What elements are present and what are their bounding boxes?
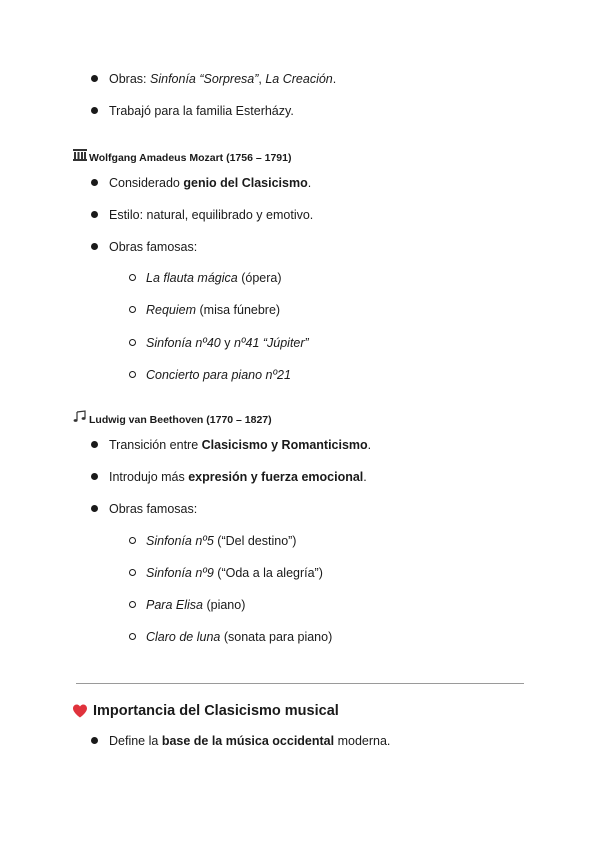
list-item-considerado — [109, 175, 311, 191]
text: . — [367, 438, 372, 452]
work-note: (misa fúnebre) — [196, 303, 281, 317]
work-title: Claro de luna — [146, 630, 221, 644]
column-icon — [73, 149, 87, 166]
work-note: (“Oda a la alegría”) — [213, 566, 323, 580]
list-item-estilo: Estilo: natural, equilibrado y emotivo. — [109, 208, 314, 222]
work-item — [146, 629, 332, 645]
sub-bullet — [129, 371, 136, 378]
emphasis: genio del Clasicismo — [183, 176, 308, 190]
list-item-transicion — [109, 437, 371, 453]
work-item — [146, 597, 245, 613]
work-item — [146, 533, 296, 549]
importancia-heading — [72, 703, 339, 719]
work-note: (“Del destino”) — [213, 534, 297, 548]
horizontal-rule — [76, 683, 524, 684]
work-title: Sinfonía nº9 — [146, 566, 214, 580]
bullet — [91, 243, 98, 250]
work-item — [146, 367, 291, 383]
text: . — [307, 176, 312, 190]
section-title: Importancia del Clasicismo musical — [93, 703, 339, 719]
work-item — [146, 302, 280, 318]
text: Define la — [109, 734, 162, 748]
work-note: (ópera) — [237, 271, 282, 285]
work-note: (sonata para piano) — [220, 630, 333, 644]
bullet — [91, 737, 98, 744]
work-title: Requiem — [146, 303, 197, 317]
text: Considerado — [109, 176, 184, 190]
text: . — [332, 72, 337, 86]
sub-bullet — [129, 601, 136, 608]
bullet — [91, 107, 98, 114]
text: . — [363, 470, 367, 484]
emphasis: expresión y fuerza emocional — [188, 470, 364, 484]
sub-bullet — [129, 537, 136, 544]
list-item-obras-label: Obras famosas: — [109, 240, 198, 254]
bullet — [91, 75, 98, 82]
list-item-obras-label: Obras famosas: — [109, 502, 198, 516]
work-title: Concierto para piano nº21 — [146, 368, 291, 382]
text: moderna. — [334, 734, 391, 748]
list-item-trabajo: Trabajó para la familia Esterházy. — [109, 104, 294, 118]
bullet — [91, 179, 98, 186]
music-notes-icon — [73, 410, 87, 429]
list-item-define — [109, 733, 390, 749]
mozart-heading — [73, 149, 291, 166]
list-item-obras-haydn — [109, 71, 336, 87]
heart-icon — [72, 703, 88, 719]
work-title: Sinfonía “Sorpresa” — [150, 72, 259, 86]
sub-bullet — [129, 569, 136, 576]
emphasis: Clasicismo y Romanticismo — [201, 438, 368, 452]
section-title: Ludwig van Beethoven (1770 – 1827) — [89, 413, 272, 426]
bullet — [91, 473, 98, 480]
bullet — [91, 441, 98, 448]
sub-bullet — [129, 339, 136, 346]
work-note: (piano) — [202, 598, 246, 612]
emphasis: base de la música occidental — [161, 734, 335, 748]
work-item — [146, 270, 282, 286]
sub-bullet — [129, 633, 136, 640]
sub-bullet — [129, 306, 136, 313]
work-title: Sinfonía nº40 — [146, 336, 221, 350]
bullet — [91, 211, 98, 218]
text: , — [258, 72, 266, 86]
bullet — [91, 505, 98, 512]
work-title: La Creación — [265, 72, 333, 86]
section-title: Wolfgang Amadeus Mozart (1756 – 1791) — [89, 151, 292, 164]
work-title: La flauta mágica — [146, 271, 238, 285]
text: Obras: — [109, 72, 150, 86]
work-item — [146, 335, 309, 351]
work-title: nº41 “Júpiter” — [233, 336, 309, 350]
work-title: Sinfonía nº5 — [146, 534, 214, 548]
work-title: Para Elisa — [146, 598, 203, 612]
text: Transición entre — [109, 438, 202, 452]
text: y — [220, 336, 234, 350]
work-item — [146, 565, 323, 581]
list-item-introdujo — [109, 469, 367, 485]
beethoven-heading — [73, 410, 272, 429]
text: Introdujo más — [109, 470, 189, 484]
sub-bullet — [129, 274, 136, 281]
